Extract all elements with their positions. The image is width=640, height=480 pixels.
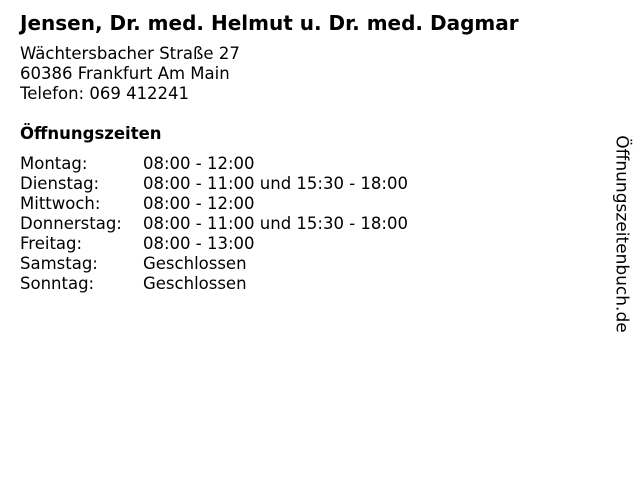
time-value: 08:00 - 12:00 — [143, 154, 255, 173]
opening-hours-heading: Öffnungszeiten — [20, 124, 162, 143]
time-value: 08:00 - 11:00 und 15:30 - 18:00 — [143, 214, 408, 233]
hours-row-friday — [20, 234, 408, 254]
day-label: Donnerstag: — [20, 214, 122, 233]
hours-row-tuesday — [20, 174, 408, 194]
hours-row-saturday — [20, 254, 408, 274]
day-label: Montag: — [20, 154, 88, 173]
day-label: Samstag: — [20, 254, 98, 273]
hours-row-sunday — [20, 274, 408, 294]
site-name: Öffnungszeitenbuch.de — [612, 135, 633, 333]
address-block — [20, 44, 240, 104]
practice-name: Jensen, Dr. med. Helmut u. Dr. med. Dagmar — [20, 11, 519, 35]
city-address: 60386 Frankfurt Am Main — [20, 64, 230, 83]
time-value: 08:00 - 13:00 — [143, 234, 255, 253]
time-value: Geschlossen — [143, 254, 247, 273]
day-label: Mittwoch: — [20, 194, 101, 213]
day-label: Dienstag: — [20, 174, 100, 193]
phone-number: Telefon: 069 412241 — [20, 84, 190, 103]
opening-hours-list — [20, 154, 408, 294]
day-label: Freitag: — [20, 234, 83, 253]
hours-row-monday — [20, 154, 408, 174]
hours-row-thursday — [20, 214, 408, 234]
time-value: Geschlossen — [143, 274, 247, 293]
street-address: Wächtersbacher Straße 27 — [20, 44, 240, 63]
day-label: Sonntag: — [20, 274, 95, 293]
site-watermark — [612, 134, 632, 334]
time-value: 08:00 - 12:00 — [143, 194, 255, 213]
time-value: 08:00 - 11:00 und 15:30 - 18:00 — [143, 174, 408, 193]
hours-row-wednesday — [20, 194, 408, 214]
